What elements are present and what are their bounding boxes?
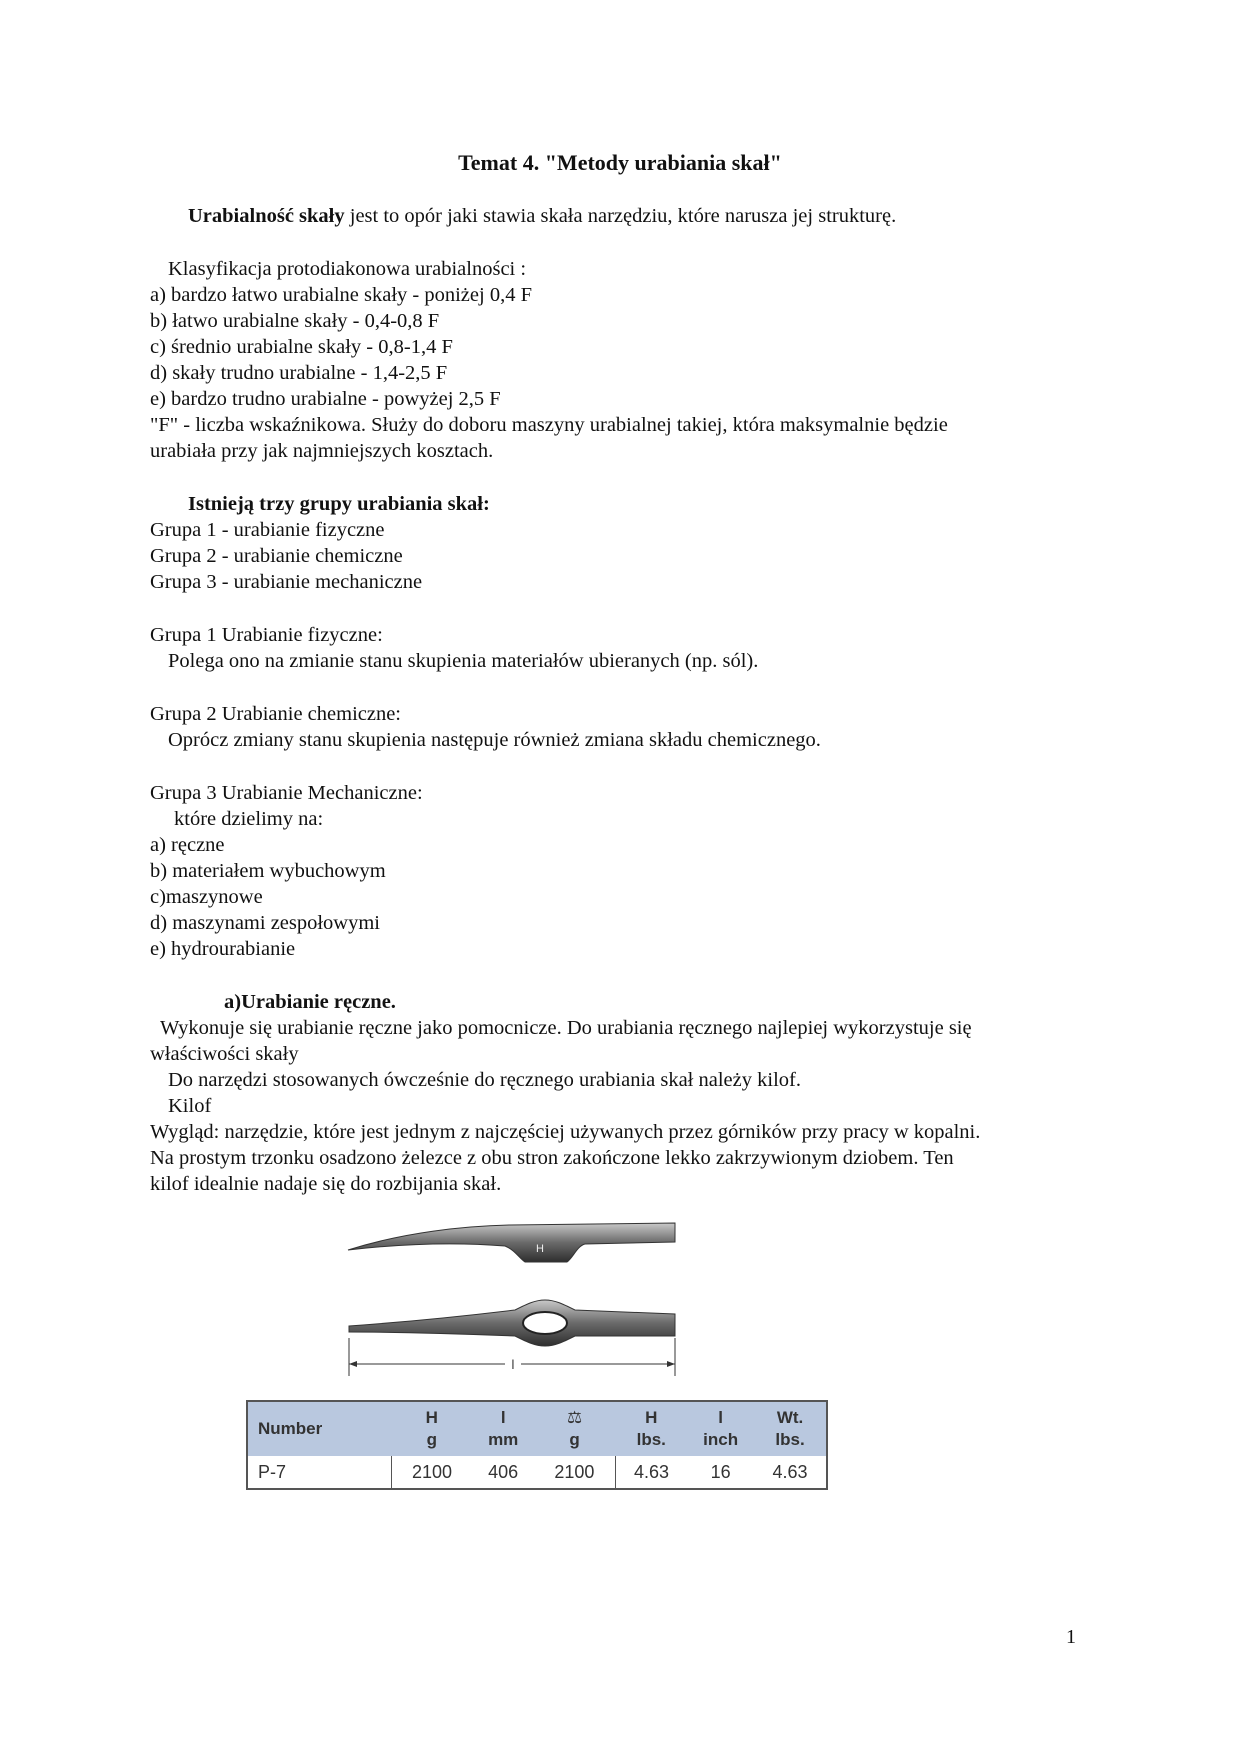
classification-heading: Klasyfikacja protodiakonowa urabialności : — [168, 258, 527, 280]
header-scale-g: ⚖ g — [534, 1401, 615, 1456]
table-cell: 2100 — [534, 1456, 615, 1489]
page-title: Temat 4. "Metody urabiania skał" — [458, 150, 782, 175]
group3-item: d) maszynami zespołowymi — [150, 912, 381, 934]
label-h: H — [536, 1243, 544, 1255]
manual-line: Do narzędzi stosowanych ówcześnie do ręcznego urabiania skał należy kilof. — [168, 1069, 801, 1091]
group3-item: c)maszynowe — [150, 886, 263, 908]
table-cell: P-7 — [247, 1456, 391, 1489]
group3-item: a) ręczne — [150, 834, 225, 856]
header-number: Number — [247, 1401, 391, 1456]
header-wt-lbs: Wt. lbs. — [754, 1401, 827, 1456]
group-item: Grupa 3 - urabianie mechaniczne — [150, 571, 423, 593]
manual-line: Wykonuje się urabianie ręczne jako pomocnicze. Do urabiania ręcznego najlepiej wykorzystuje się — [160, 1017, 972, 1039]
header-l-mm: l mm — [473, 1401, 534, 1456]
manual-line: właściwości skały — [150, 1043, 299, 1065]
table-cell: 4.63 — [754, 1456, 827, 1489]
header-l-inch: l inch — [687, 1401, 754, 1456]
pickaxe-top-view — [349, 1300, 675, 1346]
table-cell: 406 — [473, 1456, 534, 1489]
group3-item: b) materiałem wybuchowym — [150, 860, 386, 882]
pickaxe-side-view — [348, 1223, 675, 1262]
definition-paragraph — [188, 203, 896, 229]
label-l: l — [511, 1357, 515, 1372]
classification-item: a) bardzo łatwo urabialne skały - poniżej 0,4 F — [150, 284, 532, 306]
handle-eye — [523, 1312, 567, 1334]
manual-line: Na prostym trzonku osadzono żelezce z obu stron zakończone lekko zakrzywionym dziobem. Ten — [150, 1147, 954, 1169]
table-header-row — [247, 1401, 827, 1456]
group-item: Grupa 2 - urabianie chemiczne — [150, 545, 403, 567]
pickaxe-figure — [345, 1218, 685, 1382]
header-h-g: H g — [391, 1401, 472, 1456]
manual-heading: a)Urabianie ręczne. — [224, 991, 396, 1013]
manual-line: Wygląd: narzędzie, które jest jednym z najczęściej używanych przez górników przy pracy w kopalni. — [150, 1121, 981, 1143]
classification-note: "F" - liczba wskaźnikowa. Służy do doboru maszyny urabialnej takiej, która maksymalnie będzie — [150, 414, 948, 436]
scale-icon: ⚖ — [566, 1408, 583, 1427]
group1-heading: Grupa 1 Urabianie fizyczne: — [150, 624, 383, 646]
groups-heading: Istnieją trzy grupy urabiania skał: — [188, 493, 490, 515]
header-h-lbs: H lbs. — [615, 1401, 687, 1456]
classification-item: b) łatwo urabialne skały - 0,4-0,8 F — [150, 310, 440, 332]
group-item: Grupa 1 - urabianie fizyczne — [150, 519, 385, 541]
manual-line: kilof idealnie nadaje się do rozbijania skał. — [150, 1173, 502, 1195]
manual-line: Kilof — [168, 1095, 212, 1117]
classification-item: d) skały trudno urabialne - 1,4-2,5 F — [150, 362, 448, 384]
group2-text: Oprócz zmiany stanu skupienia następuje również zmiana składu chemicznego. — [168, 729, 821, 751]
definition-term: Urabialność skały — [188, 205, 345, 227]
table-cell: 4.63 — [615, 1456, 687, 1489]
table-cell: 16 — [687, 1456, 754, 1489]
classification-note-cont: urabiała przy jak najmniejszych kosztach. — [150, 440, 494, 462]
classification-item: e) bardzo trudno urabialne - powyżej 2,5 F — [150, 388, 501, 410]
group2-heading: Grupa 2 Urabianie chemiczne: — [150, 703, 402, 725]
group3-item: e) hydrourabianie — [150, 938, 296, 960]
definition-text: jest to opór jaki stawia skała narzędziu, które narusza jej strukturę. — [344, 205, 897, 227]
table-row — [247, 1456, 827, 1489]
group3-heading: Grupa 3 Urabianie Mechaniczne: — [150, 782, 423, 804]
group3-intro: które dzielimy na: — [174, 808, 324, 830]
spec-table — [246, 1400, 828, 1490]
table-cell: 2100 — [391, 1456, 472, 1489]
group1-text: Polega ono na zmianie stanu skupienia materiałów ubieranych (np. sól). — [168, 650, 759, 672]
page-number: 1 — [1066, 1626, 1076, 1648]
classification-item: c) średnio urabialne skały - 0,8-1,4 F — [150, 336, 453, 358]
